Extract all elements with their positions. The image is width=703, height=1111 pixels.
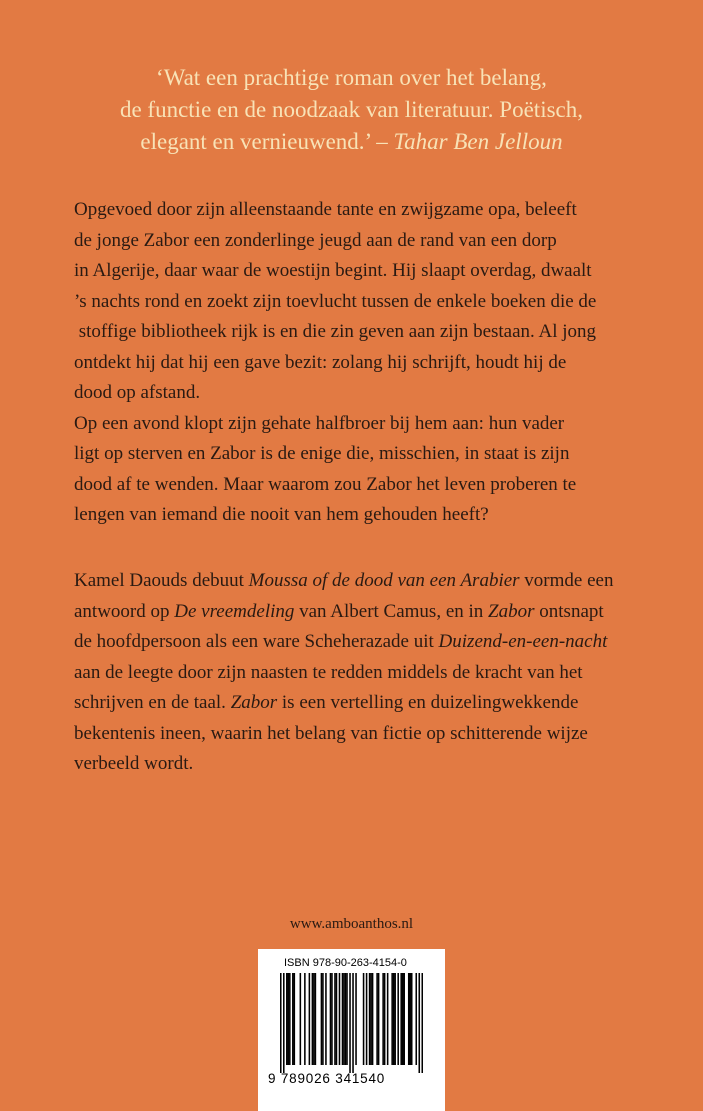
book-title: Zabor: [488, 600, 535, 622]
barcode-bar: [402, 973, 404, 1065]
barcode-bar: [321, 973, 323, 1065]
text-line: [74, 627, 644, 658]
barcode-bar: [418, 973, 420, 1073]
barcode-bar: [376, 973, 378, 1065]
barcode-bar: [325, 973, 327, 1065]
synopsis-paragraph: [74, 195, 644, 531]
barcode-bar: [294, 973, 296, 1065]
text-line: Opgevoed door zijn alleenstaande tante en zwijgzame opa, beleeft: [74, 199, 577, 220]
barcode-bar: [331, 973, 333, 1065]
book-title: Zabor: [230, 692, 278, 713]
text-line: dood af te wenden. Maar waarom zou Zabor het leven proberen te: [74, 473, 577, 495]
barcode-bar: [288, 973, 290, 1065]
barcode-bar: [363, 973, 365, 1065]
quote-line: ‘Wat een prachtige roman over het belang,: [156, 65, 547, 90]
book-title: De vreemdeling: [174, 600, 295, 622]
isbn-label: ISBN 978-90-263-4154-0: [284, 957, 407, 969]
barcode-bar: [382, 973, 384, 1065]
barcode-bar: [315, 973, 317, 1065]
barcode-bar: [366, 973, 368, 1065]
text-line: ligt op sterven en Zabor is de enige die, misschien, in staat is zijn: [74, 443, 570, 464]
barcode-bar: [345, 973, 347, 1065]
book-title: Duizend-en-een-nacht: [438, 631, 608, 652]
barcode-bar: [378, 973, 380, 1065]
barcode-bar: [369, 973, 371, 1065]
text-segment: antwoord op: [74, 600, 175, 622]
text-line: verbeeld wordt.: [74, 753, 194, 774]
barcode-bar: [415, 973, 417, 1065]
text-segment: vormde een: [519, 570, 614, 591]
text-line: Op een avond klopt zijn gehate halfbroer bij hem aan: hun vader: [74, 412, 565, 434]
text-line: aan de leegte door zijn naasten te redden middels de kracht van het: [74, 661, 583, 683]
quote-line: [60, 126, 643, 158]
text-segment: is een vertelling en duizelingwekkende: [277, 692, 579, 713]
text-line: in Algerije, daar waar de woestijn begint. Hij slaapt overdag, dwaalt: [74, 260, 592, 281]
text-line: stoffige bibliotheek rijk is en die zin geven aan zijn bestaan. Al jong: [74, 321, 597, 342]
barcode-bar: [349, 973, 351, 1073]
text-line: lengen van iemand die nooit van hem gehouden heeft?: [74, 504, 489, 525]
text-line: de jonge Zabor een zonderlinge jeugd aan de rand van een dorp: [74, 229, 557, 251]
text-line: [74, 597, 644, 628]
publisher-url[interactable]: www.amboanthos.nl: [289, 916, 414, 932]
barcode-bar: [352, 973, 354, 1073]
text-line: bekentenis ineen, waarin het belang van fictie op schitterende wijze: [74, 722, 588, 744]
text-line: ’s nachts rond en zoekt zijn toevlucht tussen de enkele boeken die de: [74, 290, 597, 312]
barcode-bar: [372, 973, 374, 1065]
barcode-bar: [283, 973, 285, 1073]
ean-barcode: [280, 973, 423, 1073]
context-paragraph: [74, 566, 644, 780]
endorsement-quote: [60, 62, 643, 158]
text-segment: ontsnapt: [534, 600, 604, 622]
text-line: [74, 688, 644, 719]
text-line: ontdekt hij dat hij een gave bezit: zolang hij schrijft, houdt hij de: [74, 351, 567, 373]
barcode-bar: [309, 973, 311, 1065]
barcode-bar: [400, 973, 402, 1065]
barcode-bar: [313, 973, 315, 1065]
barcode-bar: [370, 973, 372, 1065]
barcode-panel: [258, 949, 445, 1111]
barcode-bar: [334, 973, 336, 1065]
barcode-bar: [397, 973, 399, 1065]
barcode-bar: [391, 973, 393, 1065]
barcode-bar: [336, 973, 338, 1065]
text-segment: de hoofdpersoon als een ware Scheherazade uit: [74, 631, 439, 652]
barcode-bar: [330, 973, 332, 1065]
barcode-bar: [289, 973, 291, 1065]
barcode-bar: [342, 973, 344, 1065]
quote-line-text: elegant en vernieuwend.’ –: [140, 129, 394, 154]
barcode-bar: [322, 973, 324, 1065]
barcode-bar: [408, 973, 410, 1065]
text-segment: van Albert Camus, en in: [294, 600, 489, 622]
text-line: [74, 566, 644, 597]
barcode-bar: [394, 973, 396, 1065]
barcode-bar: [339, 973, 341, 1065]
barcode-bar: [346, 973, 348, 1065]
barcode-bar: [300, 973, 302, 1065]
barcode-bar: [355, 973, 357, 1065]
barcode-bar: [343, 973, 345, 1065]
barcode-bar: [403, 973, 405, 1065]
barcode-bar: [409, 973, 411, 1065]
quote-author: Tahar Ben Jelloun: [393, 129, 563, 154]
barcode-bar: [280, 973, 282, 1073]
barcode-bar: [393, 973, 395, 1065]
barcode-digits: 9 789026 341540: [268, 1071, 386, 1086]
book-title: Moussa of de dood van een Arabier: [248, 570, 520, 591]
barcode-bar: [384, 973, 386, 1065]
barcode-bar: [421, 973, 423, 1073]
quote-line: de functie en de noodzaak van literatuur. Poëtisch,: [119, 97, 584, 122]
text-segment: Kamel Daouds debuut: [74, 570, 249, 591]
barcode-bar: [286, 973, 288, 1065]
barcode-bar: [304, 973, 306, 1065]
barcode-bar: [292, 973, 294, 1065]
text-segment: schrijven en de taal.: [74, 692, 231, 713]
barcode-bar: [411, 973, 413, 1065]
barcode-bar: [387, 973, 389, 1065]
text-line: dood op afstand.: [74, 382, 201, 403]
barcode-bar: [312, 973, 314, 1065]
